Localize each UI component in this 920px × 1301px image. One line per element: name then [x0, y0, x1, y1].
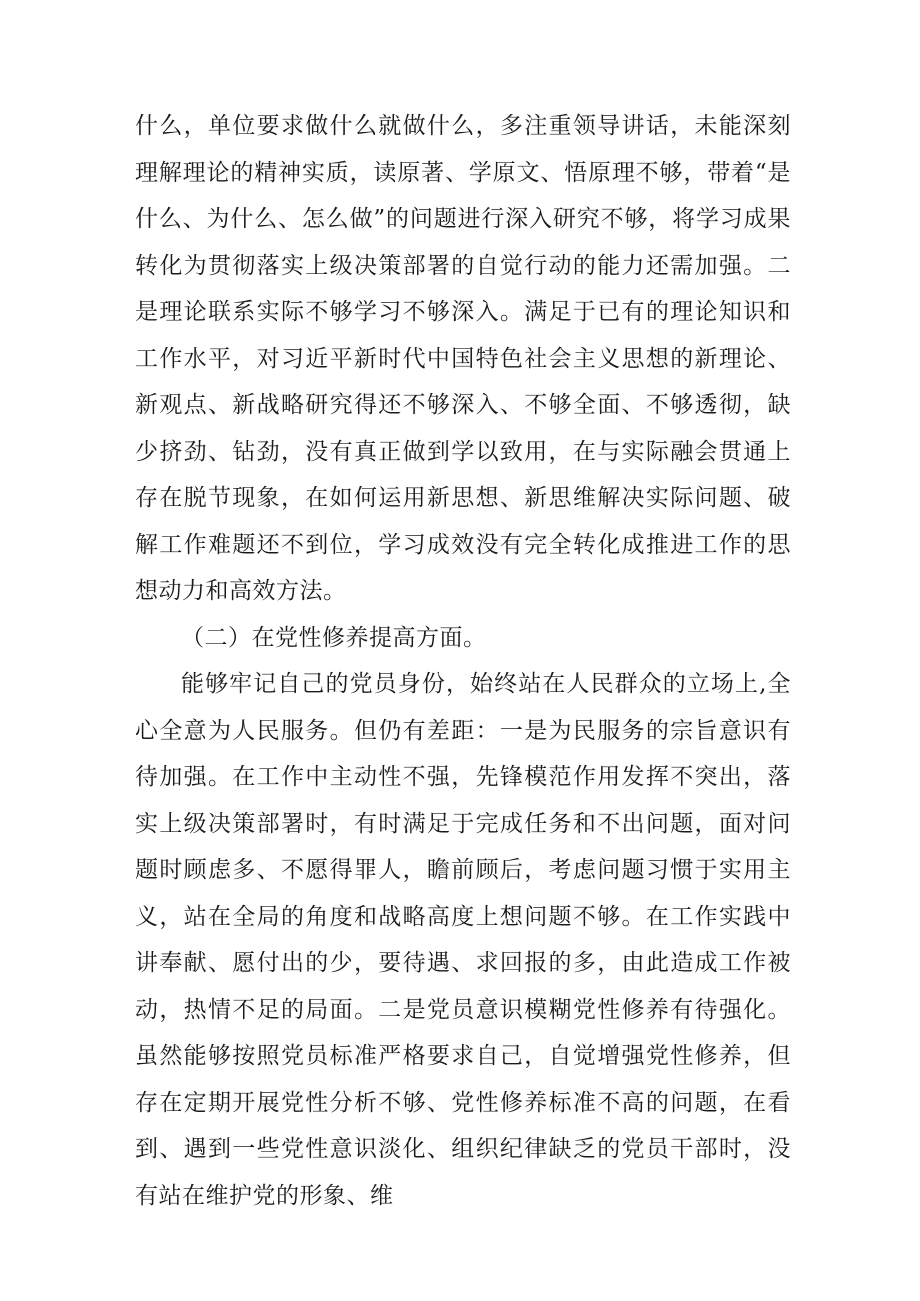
paragraph-party-spirit: 能够牢记自己的党员身份，始终站在人民群众的立场上,全心全意为人民服务。但仍有差距：一是为民服务的宗旨意识有待加强。在工作中主动性不强，先锋模范作用发挥不突出，落实上级决策部署时，有时满足于完成任务和不出问题，面对问题时顾虑多、不愿得罪人，瞻前顾后，考虑问题习惯于实用主义，站在全局的角度和战略高度上想问题不够。在工作实践中讲奉献、愿付出的少，要待遇、求回报的多，由此造成工作被动，热情不足的局面。二是党员意识模糊党性修养有待强化。虽然能够按照党员标准严格要求自己，自觉增强党性修养，但存在定期开展党性分析不够、党性修养标准不高的问题，在看到、遇到一些党性意识淡化、组织纪律缺乏的党员干部时，没有站在维护党的形象、维 — [135, 671, 791, 1209]
section-heading-party-spirit: （二）在党性修养提高方面。 — [181, 624, 487, 651]
document-body — [135, 103, 791, 1219]
paragraph-theory-study: 什么，单位要求做什么就做什么，多注重领导讲话，未能深刻理解理论的精神实质，读原著、学原文、悟原理不够，带着“是什么、为什么、怎么做”的问题进行深入研究不够，将学习成果转化为贯彻落实上级决策部署的自觉行动的能力还需加强。二是理论联系实际不够学习不够深入。满足于已有的理论知识和工作水平，对习近平新时代中国特色社会主义思想的新理论、新观点、新战略研究得还不够深入、不够全面、不够透彻，缺少挤劲、钻劲，没有真正做到学以致用，在与实际融会贯通上存在脱节现象，在如何运用新思想、新思维解决实际问题、破解工作难题还不到位，学习成效没有完全转化成推进工作的思想动力和高效方法。 — [135, 113, 791, 604]
